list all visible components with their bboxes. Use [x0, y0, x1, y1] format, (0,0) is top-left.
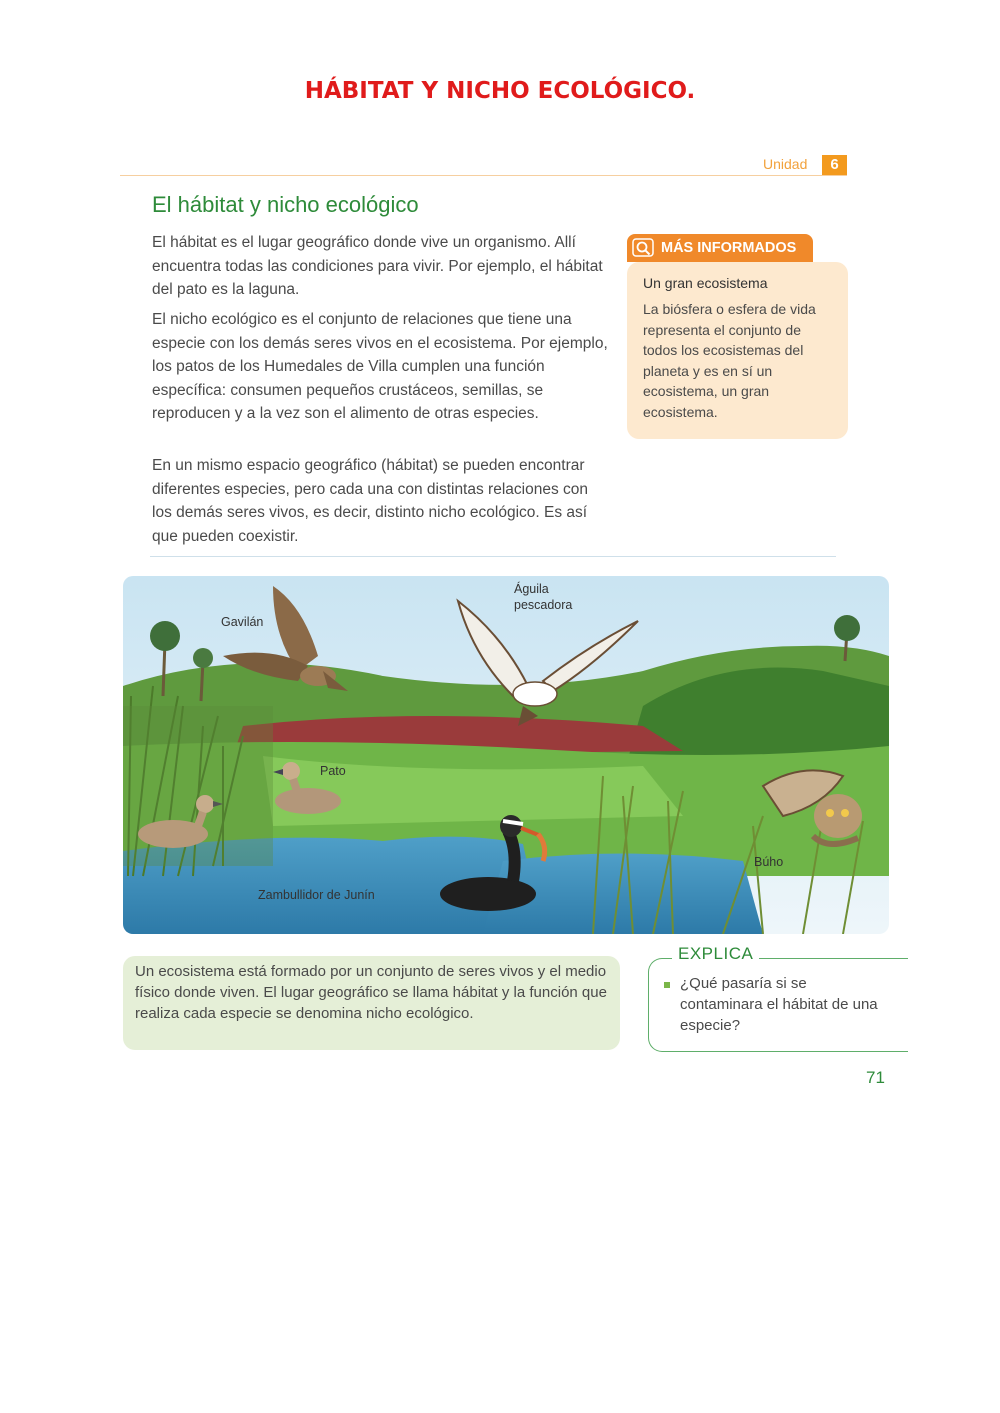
- label-pato: Pato: [320, 764, 346, 778]
- info-box-title: Un gran ecosistema: [643, 275, 768, 291]
- wetland-illustration: [123, 576, 889, 934]
- unit-number-badge: 6: [822, 155, 847, 175]
- summary-box: Un ecosistema está formado por un conjunto de seres vivos y el medio físico donde viven. El lugar geográfico se llama hábitat y la función que realiza cada especie se denomina nicho ecológico.: [123, 956, 620, 1050]
- bullet-icon: [664, 982, 670, 988]
- explica-heading: EXPLICA: [672, 944, 759, 964]
- text-divider: [150, 556, 836, 557]
- paragraph-habitat: El hábitat es el lugar geográfico donde vive un organismo. Allí encuentra todas las condiciones para vivir. Por ejemplo, el hábitat del pato es la laguna.: [152, 234, 603, 298]
- label-buho: Búho: [754, 855, 784, 869]
- wetland-scene: [123, 576, 889, 934]
- label-zambullidor: Zambullidor de Junín: [258, 888, 375, 902]
- label-aguila-pescadora: Águila pescadora: [514, 582, 573, 612]
- info-box-text: La biósfera o esfera de vida representa el conjunto de todos los ecosistemas del planeta y es en sí un ecosistema, un gran ecosistema.: [643, 301, 816, 420]
- section-heading: El hábitat y nicho ecológico: [152, 192, 419, 217]
- paragraph-nicho: El nicho ecológico es el conjunto de relaciones que tiene una especie con los demás seres vivos en el ecosistema. Por ejemplo, los patos de los Humedales de Villa cumplen una función específica: consumen pequeños crustáceos, semillas, se reproducen y a la vez son el alimento de otras especies.: [152, 311, 608, 422]
- unit-label: Unidad: [763, 156, 808, 172]
- page-number: 71: [866, 1068, 885, 1087]
- header-divider: [120, 175, 847, 176]
- magnifier-icon: [632, 238, 656, 258]
- explica-question: ¿Qué pasaría si se contaminara el hábitat de una especie?: [680, 975, 878, 1034]
- info-box-tab: MÁS INFORMADOS: [627, 234, 813, 262]
- page-title: HÁBITAT Y NICHO ECOLÓGICO.: [304, 78, 696, 104]
- paragraph-coexistir: En un mismo espacio geográfico (hábitat) se pueden encontrar diferentes especies, pero cada una con distintas relaciones con los demás seres vivos, es decir, distinto nicho ecológico. Es así que pueden coexistir.: [152, 457, 588, 545]
- label-gavilan: Gavilán: [221, 615, 264, 629]
